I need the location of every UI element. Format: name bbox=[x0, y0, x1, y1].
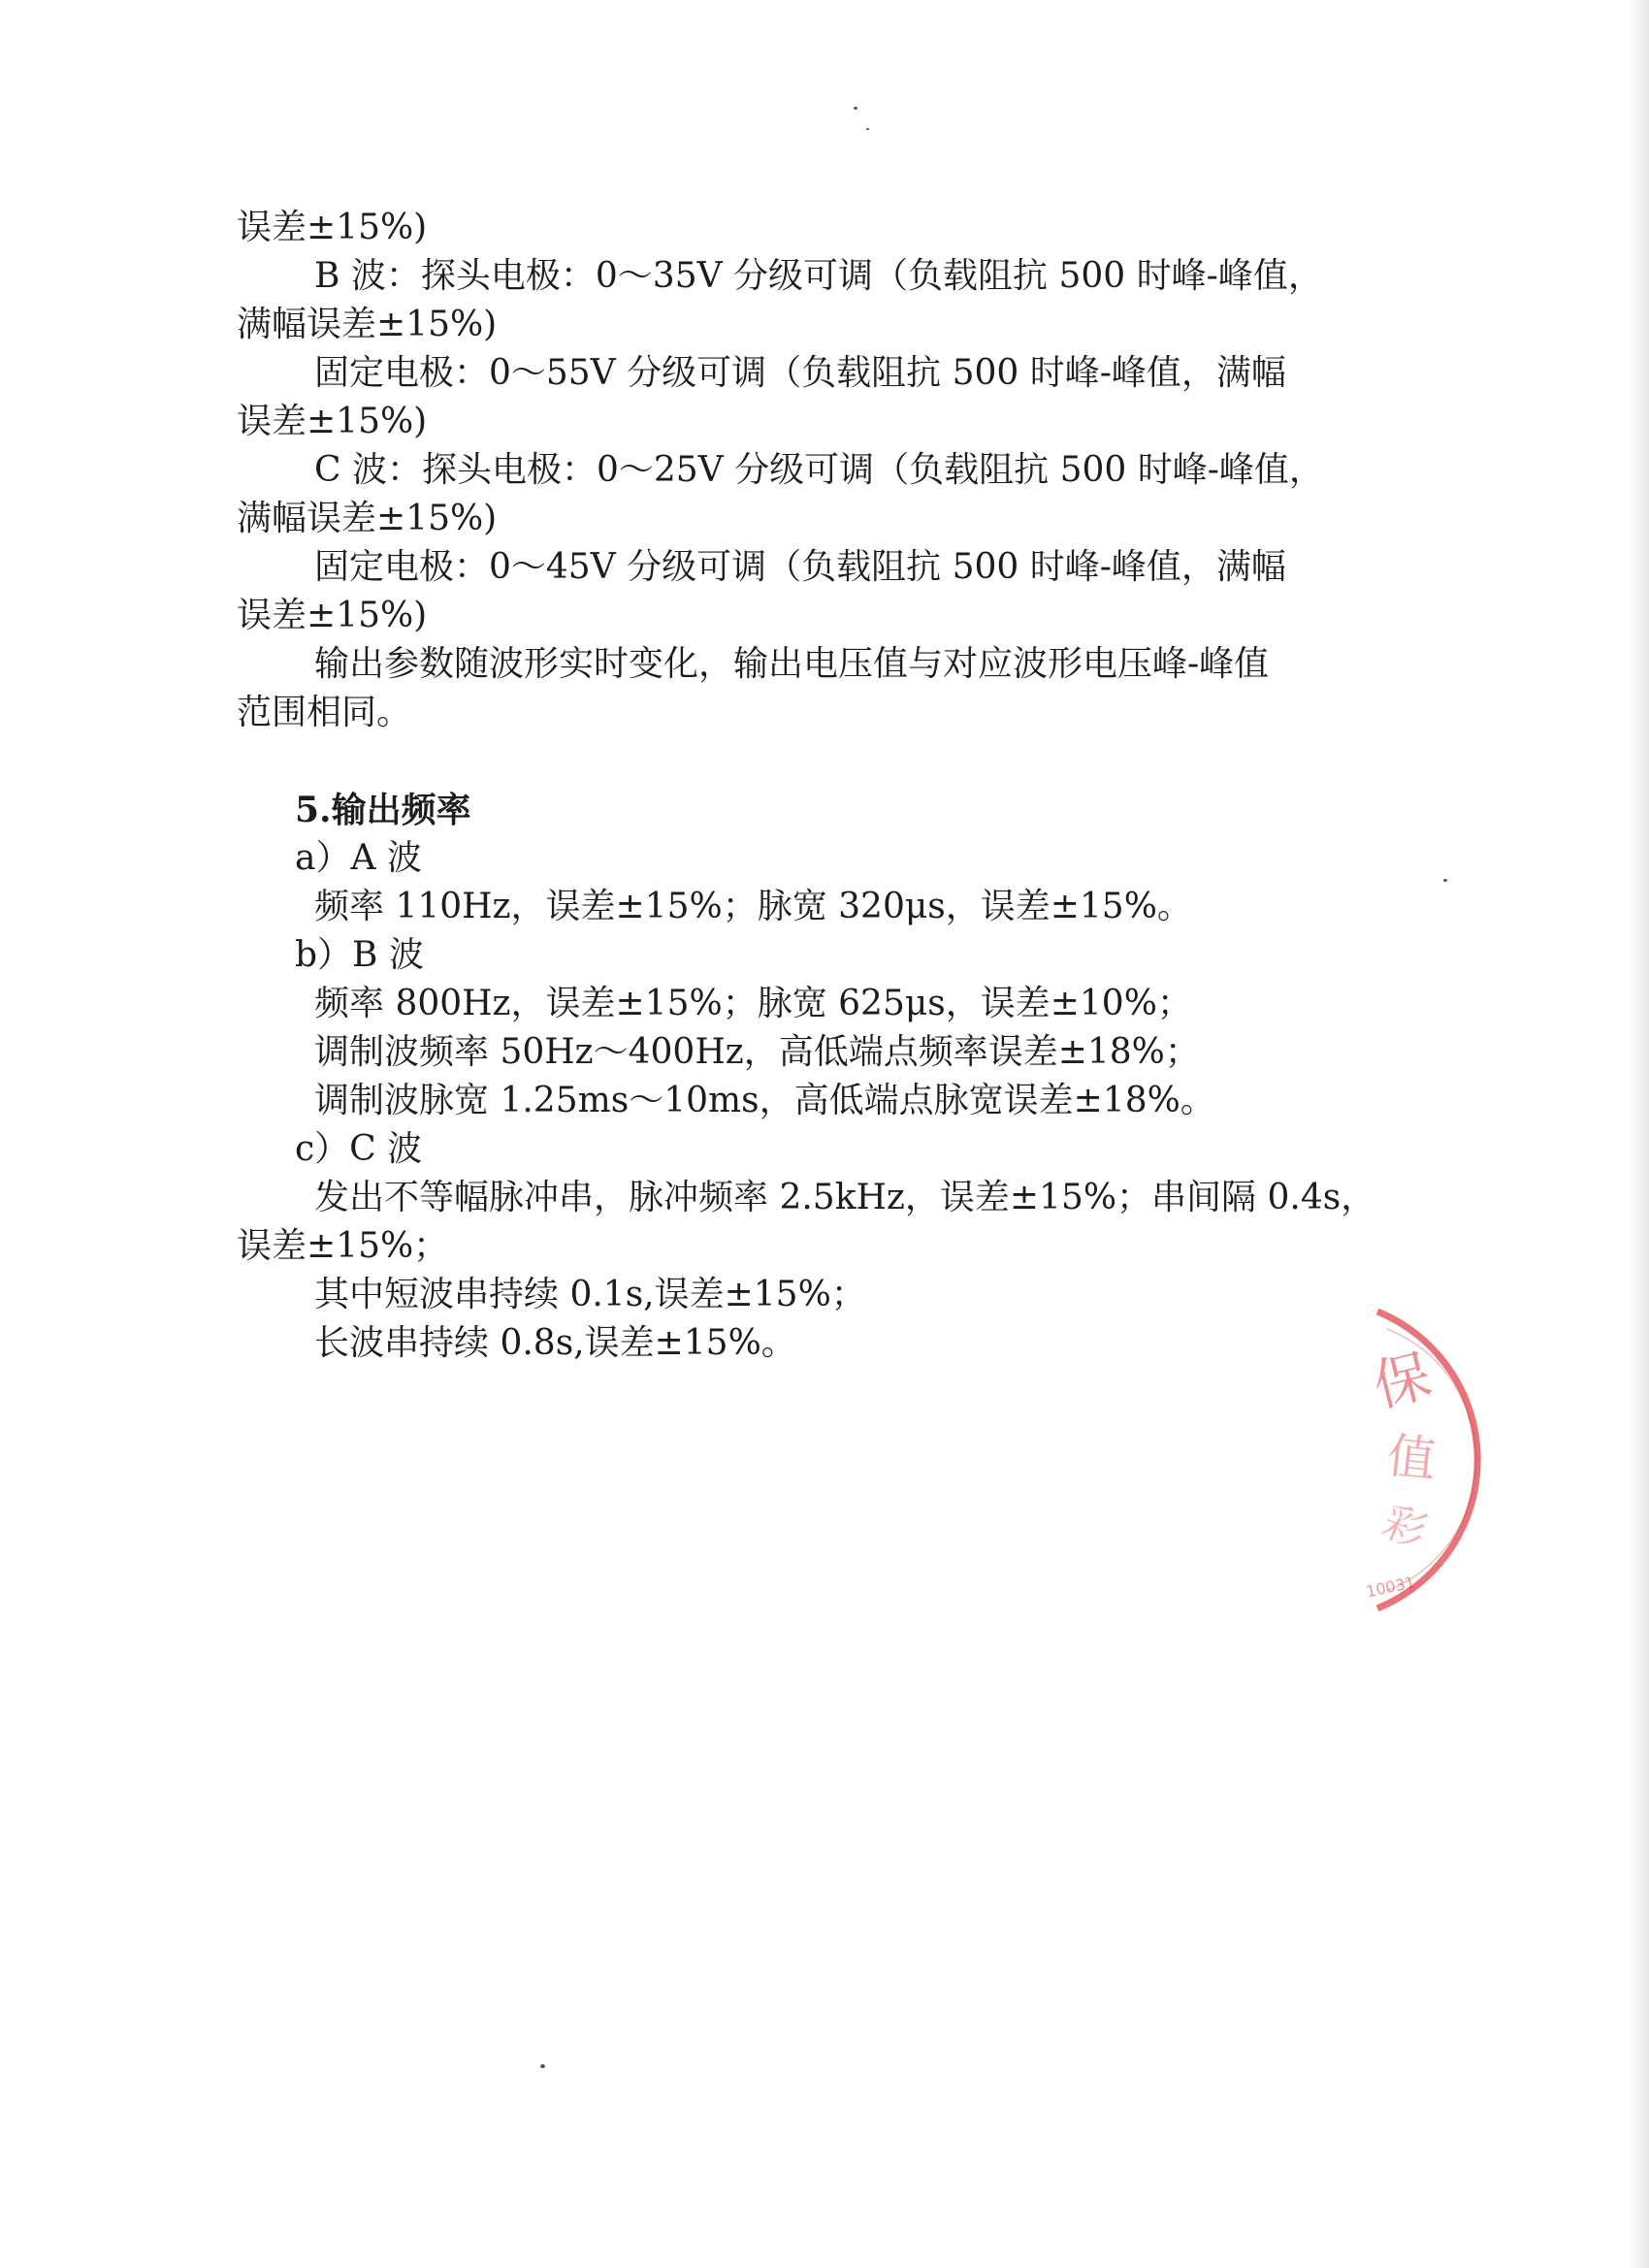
seal-char: 保 bbox=[1367, 1342, 1438, 1420]
text-line: 固定电极：0～45V 分级可调（负载阻抗 500 时峰-峰值，满幅 bbox=[314, 547, 1286, 587]
text-line: 误差±15%) bbox=[237, 596, 428, 635]
seal-char: 彩 bbox=[1375, 1496, 1434, 1559]
text-line: 其中短波串持续 0.1s,误差±15%； bbox=[314, 1275, 866, 1314]
paragraph-gap bbox=[237, 737, 1362, 786]
body-text bbox=[237, 204, 1376, 1368]
scan-speck bbox=[540, 2064, 545, 2068]
scan-edge-shadow bbox=[1628, 0, 1649, 2268]
text-line: 固定电极：0～55V 分级可调（负载阻抗 500 时峰-峰值，满幅 bbox=[314, 353, 1286, 393]
scan-speck bbox=[854, 107, 857, 110]
seal-char: 值 bbox=[1384, 1427, 1439, 1489]
text-line: B 波：探头电极：0～35V 分级可调（负载阻抗 500 时峰-峰值， bbox=[314, 256, 1323, 296]
text-line: 调制波脉宽 1.25ms～10ms，高低端点脉宽误差±18%。 bbox=[314, 1081, 1215, 1120]
text-line: 频率 110Hz，误差±15%；脉宽 320μs，误差±15%。 bbox=[314, 887, 1192, 926]
scan-speck bbox=[1443, 879, 1447, 882]
text-line: 长波串持续 0.8s,误差±15%。 bbox=[314, 1323, 796, 1363]
sub-item-label: b）B 波 bbox=[295, 935, 424, 975]
seal-number: 10031 bbox=[1364, 1572, 1417, 1602]
text-line: 满幅误差±15%) bbox=[237, 499, 498, 538]
text-line: 发出不等幅脉冲串，脉冲频率 2.5kHz，误差±15%；串间隔 0.4s， bbox=[314, 1178, 1376, 1217]
section-heading: 5.输出频率 bbox=[295, 790, 471, 830]
text-line: C 波：探头电极：0～25V 分级可调（负载阻抗 500 时峰-峰值， bbox=[314, 450, 1324, 490]
scan-speck bbox=[866, 128, 869, 130]
sub-item-label: c）C 波 bbox=[295, 1129, 423, 1169]
seal-stamp bbox=[1358, 1300, 1494, 1620]
text-line: 满幅误差±15%) bbox=[237, 305, 498, 344]
text-line: 误差±15%) bbox=[237, 402, 428, 441]
text-line: 调制波频率 50Hz～400Hz，高低端点频率误差±18%； bbox=[314, 1032, 1200, 1072]
sub-item-label: a）A 波 bbox=[295, 838, 422, 878]
text-line: 误差±15%) bbox=[237, 208, 428, 247]
text-line: 频率 800Hz，误差±15%；脉宽 625μs，误差±10%； bbox=[314, 984, 1192, 1023]
text-line: 误差±15%； bbox=[237, 1226, 449, 1266]
text-line: 输出参数随波形实时变化，输出电压值与对应波形电压峰-峰值 bbox=[314, 644, 1270, 684]
text-line: 范围相同。 bbox=[237, 693, 412, 732]
